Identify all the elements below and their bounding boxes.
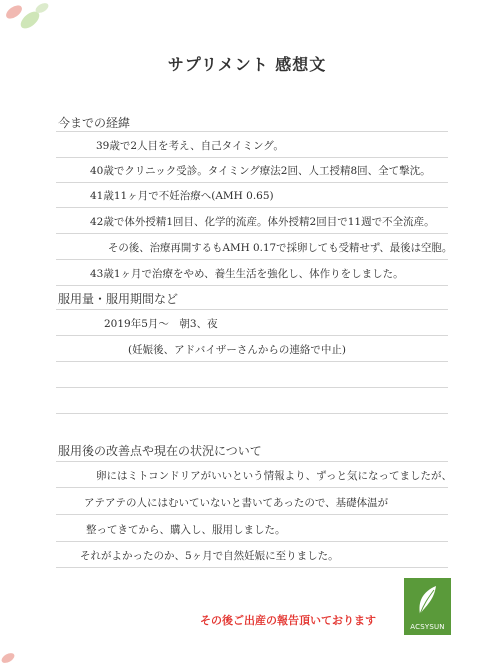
divider: [56, 259, 448, 260]
divider: [56, 541, 448, 542]
improvement-line: アテアテの人にはむいていないと書いてあったので、基礎体温が: [84, 497, 389, 509]
divider: [56, 361, 448, 362]
decorative-leaf-icon: [0, 648, 20, 665]
divider: [56, 461, 448, 462]
divider: [56, 514, 448, 515]
divider: [56, 387, 448, 388]
logo-text: ACSYSUN: [410, 623, 445, 631]
divider: [56, 131, 448, 132]
improvement-line: 卵にはミトコンドリアがいいという情報より、ずっと気になってましたが、: [96, 470, 452, 482]
history-line: その後、治療再開するもAMH 0.17で採卵しても受精せず、最後は空胞。: [108, 242, 453, 254]
decorative-leaves-icon: [0, 0, 60, 40]
divider: [56, 335, 448, 336]
divider: [56, 567, 448, 568]
history-line: 40歳でクリニック受診。タイミング療法2回、人工授精8回、全て撃沈。: [90, 165, 431, 177]
leaf-icon: [416, 584, 440, 618]
section-heading-dosage: 服用量・服用期間など: [58, 292, 179, 306]
history-line: 39歳で2人目を考え、自己タイミング。: [96, 140, 284, 152]
divider: [56, 182, 448, 183]
history-line: 43歳1ヶ月で治療をやめ、養生生活を強化し、体作りをしました。: [90, 268, 404, 280]
history-line: 42歳で体外授精1回目、化学的流産。体外授精2回目で11週で不全流産。: [90, 216, 435, 228]
closing-note: その後ご出産の報告頂いております: [200, 614, 376, 627]
acsysun-logo: [404, 578, 451, 635]
section-heading-history: 今までの経緯: [58, 116, 131, 130]
divider: [56, 233, 448, 234]
divider: [56, 413, 448, 414]
dosage-line: 2019年5月～ 朝3、夜: [104, 318, 218, 330]
divider: [56, 157, 448, 158]
history-line: 41歳11ヶ月で不妊治療へ(AMH 0.65): [90, 190, 274, 202]
divider: [56, 285, 448, 286]
divider: [56, 207, 448, 208]
improvement-line: それがよかったのか、5ヶ月で自然妊娠に至りました。: [80, 550, 339, 562]
divider: [56, 309, 448, 310]
dosage-line: (妊娠後、アドバイザーさんからの連絡で中止): [128, 344, 346, 356]
improvement-line: 整ってきてから、購入し、服用しました。: [86, 524, 286, 536]
divider: [56, 487, 448, 488]
section-heading-improvement: 服用後の改善点や現在の状況について: [58, 444, 262, 458]
page-title: サプリメント 感想文: [167, 55, 327, 74]
